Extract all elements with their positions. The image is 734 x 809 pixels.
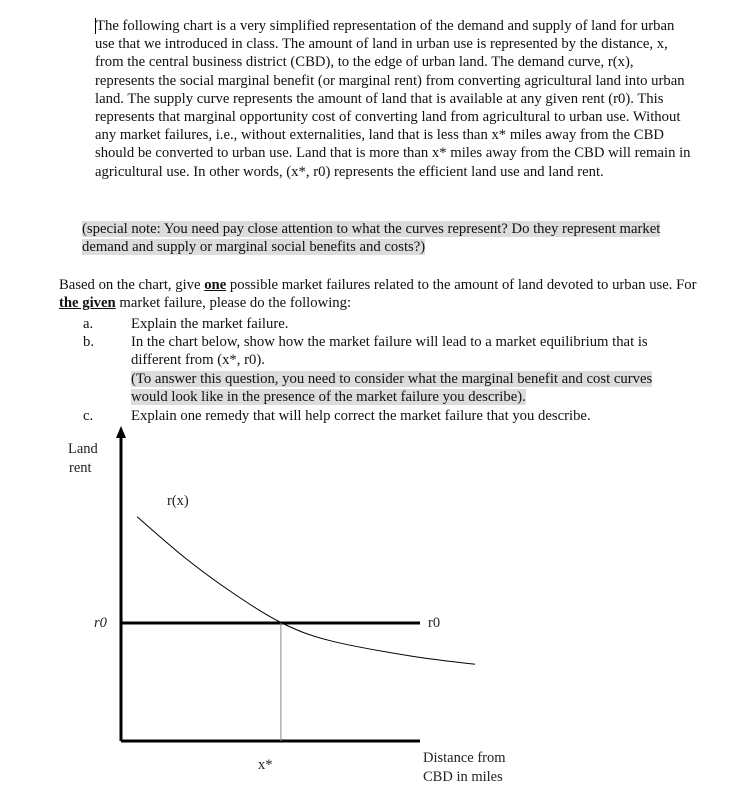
- item-b-marker: b.: [83, 334, 95, 350]
- special-note-text: (special note: You need pay close attention to what the curves represent? Do they represent market demand and supply or marginal social benefits and costs?): [82, 221, 661, 256]
- intro-bold-one: one: [204, 277, 227, 293]
- xlabel-line1: Distance from: [423, 750, 506, 766]
- ylabel-land: Land: [68, 441, 98, 457]
- land-rent-chart: [0, 420, 734, 809]
- intro-paragraph-text: The following chart is a very simplified representation of the demand and supply of land for urban use that we introduced in class. The amount of land in urban use is represented by the distance, x, from the central business district (CBD), to the edge of urban land. The demand curve, r(x), represents the social marginal benefit (or marginal rent) from converting agricultural land into urban land. The supply curve represents the amount of land that is available at any given rent (r0). This represents that marginal opportunity cost of converting land from agricultural to urban use. Without any market failures, i.e., without externalities, land that is less than x* miles away from the CBD should be converted to urban use. Land that is more than x* miles away from the CBD will remain in agricultural use. In other words, (x*, r0) represents the efficient land use and land rent.: [95, 18, 691, 180]
- ylabel-rent: rent: [69, 460, 92, 476]
- y-axis-arrow: [116, 426, 126, 438]
- special-note: [82, 220, 672, 257]
- item-a-text: Explain the market failure.: [131, 316, 289, 332]
- r0-left-label: r0: [94, 615, 107, 631]
- item-b: [131, 333, 691, 407]
- item-b-text: In the chart below, show how the market failure will lead to a market equilibrium that is different from (x*, r0).: [131, 334, 648, 369]
- intro-bold-given: the given: [59, 295, 116, 312]
- item-a-marker: a.: [83, 316, 94, 332]
- item-c-text: Explain one remedy that will help correct the market failure that you describe.: [131, 408, 591, 424]
- intro-paragraph: [95, 17, 695, 181]
- item-b-highlight: (To answer this question, you need to consider what the marginal benefit and cost curves would look like in the presence of the market failure you describe).: [131, 370, 653, 406]
- item-c-marker: c.: [83, 408, 94, 424]
- intro-part2: possible market failures related to the amount of land devoted to urban use. For: [226, 277, 697, 293]
- intro-part3: market failure, please do the following:: [115, 295, 352, 312]
- xlabel-line2: CBD in miles: [423, 769, 503, 785]
- intro-part1: Based on the chart, give: [59, 277, 205, 293]
- demand-label: r(x): [167, 493, 189, 509]
- demand-curve-rx: [137, 517, 475, 665]
- xstar-label: x*: [258, 757, 273, 773]
- question-intro: [59, 276, 699, 313]
- r0-right-label: r0: [428, 615, 441, 631]
